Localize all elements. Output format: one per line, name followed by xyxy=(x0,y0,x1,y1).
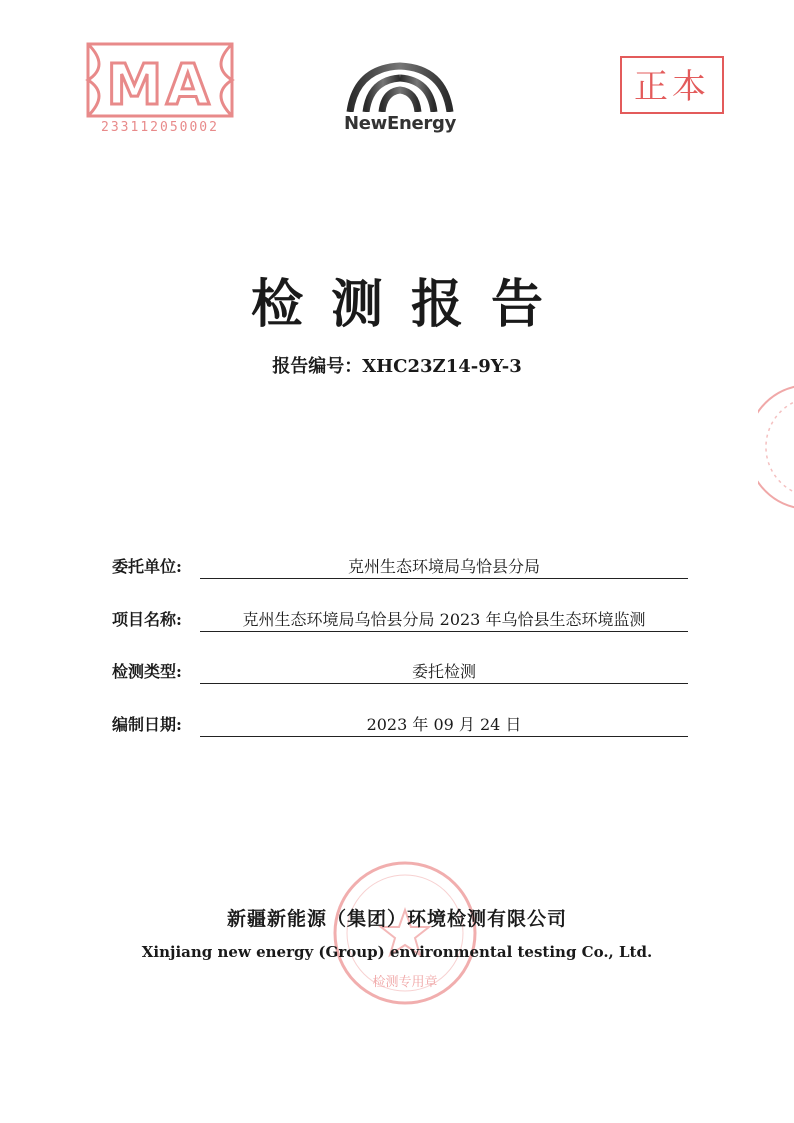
cma-number: 233112050002 xyxy=(101,120,219,135)
company-seal xyxy=(330,858,480,1008)
field-label-test-type: 检测类型: xyxy=(112,662,182,681)
original-copy-stamp: 正本 xyxy=(620,56,724,114)
company-name-english: Xinjiang new energy (Group) environmental testing Co., Ltd. xyxy=(141,943,653,961)
field-label-date: 编制日期: xyxy=(112,715,182,734)
svg-text:MA: MA xyxy=(106,53,214,118)
field-value-project: 克州生态环境局乌恰县分局 2023 年乌恰县生态环境监测 xyxy=(200,607,688,632)
report-number xyxy=(0,352,794,378)
svg-text:检测专用章: 检测专用章 xyxy=(372,975,438,990)
field-value-test-type: 委托检测 xyxy=(200,659,688,684)
field-value-date: 2023 年 09 月 24 日 xyxy=(200,712,688,737)
report-number-label: 报告编号： xyxy=(272,356,363,377)
side-seal-fragment xyxy=(758,382,794,512)
field-label-project: 项目名称: xyxy=(112,610,182,629)
report-number-value: XHC23Z14-9Y-3 xyxy=(362,356,522,377)
document-title: 检测报告 xyxy=(250,274,571,335)
company-name-chinese: 新疆新能源（集团）环境检测有限公司 xyxy=(226,908,567,930)
new-energy-logo-icon xyxy=(342,62,458,112)
field-label-client: 委托单位: xyxy=(112,557,182,576)
field-value-client: 克州生态环境局乌恰县分局 xyxy=(200,554,688,579)
logo-text: NewEnergy xyxy=(343,113,456,134)
